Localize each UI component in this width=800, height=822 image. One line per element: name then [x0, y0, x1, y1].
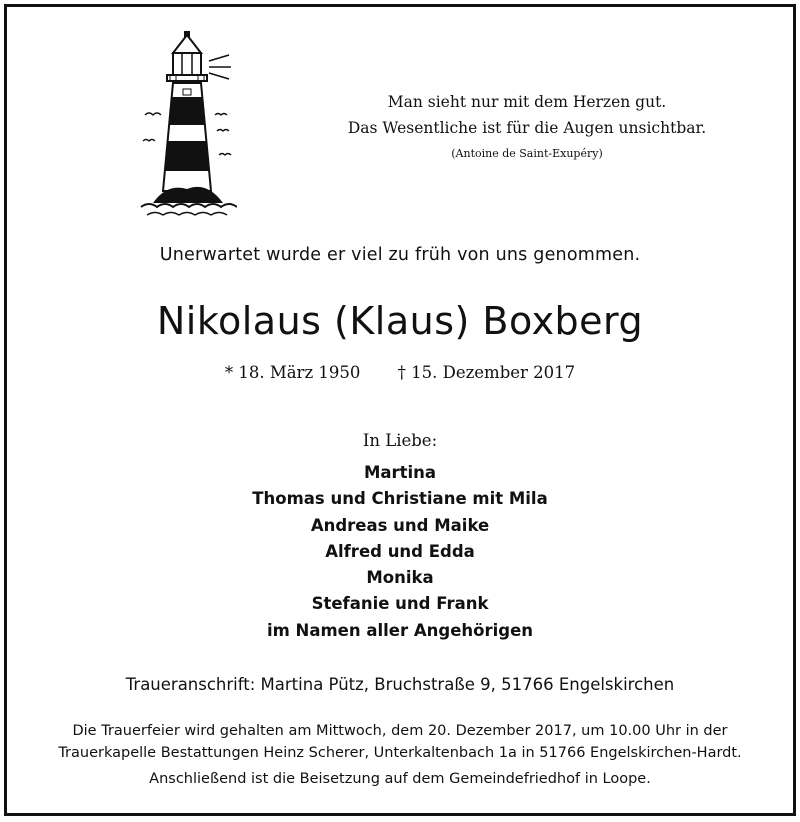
list-item: im Namen aller Angehörigen — [266, 620, 534, 640]
list-item: Monika — [366, 568, 434, 588]
quote-block — [307, 89, 747, 165]
love-label: In Liebe: — [362, 431, 438, 450]
list-item: Alfred und Edda — [325, 541, 475, 561]
lighthouse-icon — [137, 31, 237, 223]
birth-date: * 18. März 1950 — [224, 363, 361, 382]
deceased-name: Nikolaus (Klaus) Boxberg — [156, 299, 644, 343]
mourning-address: Traueranschrift: Martina Pütz, Bruchstraße 9, 51766 Engelskirchen — [125, 675, 675, 694]
obituary-card — [4, 4, 796, 816]
list-item: Andreas und Maike — [310, 515, 490, 535]
family-list — [7, 460, 793, 644]
death-date: † 15. Dezember 2017 — [397, 363, 576, 382]
list-item: Martina — [363, 463, 437, 482]
list-item: Thomas und Christiane mit Mila — [252, 489, 548, 509]
burial-line: Anschließend ist die Beisetzung auf dem Gemeindefriedhof in Loope. — [149, 771, 651, 787]
ceremony-line: Die Trauerfeier wird gehalten am Mittwoch, dem 20. Dezember 2017, um 10.00 Uhr in der — [72, 723, 728, 739]
life-dates — [7, 363, 793, 382]
quote-author: (Antoine de Saint-Exupéry) — [451, 147, 603, 160]
list-item: Stefanie und Frank — [311, 594, 489, 614]
ceremony-details — [7, 721, 793, 791]
intro-text: Unerwartet wurde er viel zu früh von uns genommen. — [159, 245, 641, 265]
ceremony-line: Trauerkapelle Bestattungen Heinz Scherer, Unterkaltenbach 1a in 51766 Engelskirchen-Hardt. — [58, 744, 742, 761]
quote-line: Das Wesentliche ist für die Augen unsichtbar. — [347, 119, 707, 137]
quote-line: Man sieht nur mit dem Herzen gut. — [387, 93, 667, 111]
